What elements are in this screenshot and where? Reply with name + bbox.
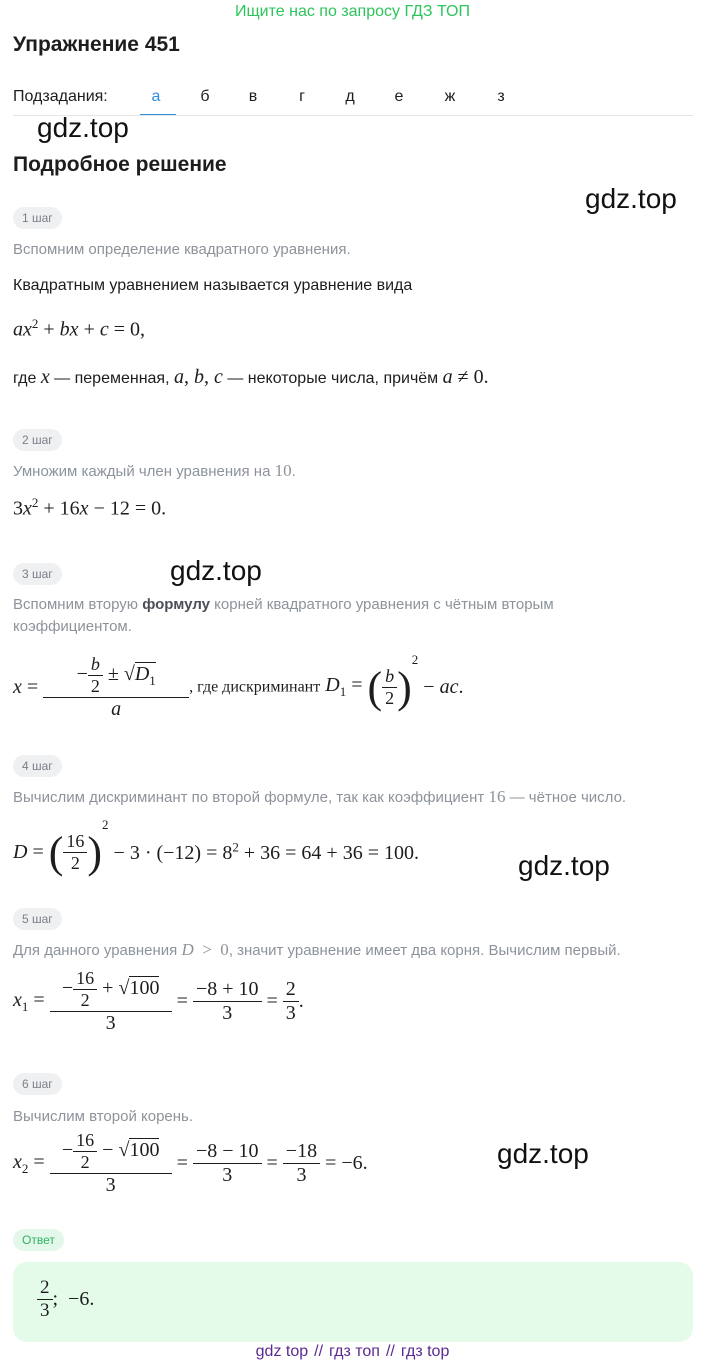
- step-6-hint: Вычислим второй корень.: [13, 1108, 194, 1125]
- step-3-hint: [13, 594, 693, 638]
- watermark: gdz.top: [518, 850, 610, 881]
- step-3-formula: x = − $\frac{b}{2}$ ± $√D_1$ a , где дискриминант $D_1$ = ( $\frac{b}{2}$ )$^2$ − ac.: [13, 652, 464, 720]
- step-3-hint-line2: коэффициентом.: [13, 618, 132, 635]
- section-title: Подробное решение: [13, 153, 227, 176]
- footer-separator: //: [314, 1343, 324, 1360]
- watermark: gdz.top: [37, 112, 129, 143]
- step-1-badge: 1 шаг: [13, 207, 62, 229]
- tab-v[interactable]: в: [248, 88, 258, 105]
- tab-z[interactable]: з: [497, 88, 505, 105]
- answer-badge: Ответ: [13, 1229, 64, 1251]
- footer-link-gdz-top-mixed[interactable]: гдз top: [400, 1343, 450, 1360]
- formula-link[interactable]: формулу: [142, 596, 210, 613]
- step-2-formula: $3x^2 + 16x - 12 = 0$.: [13, 495, 167, 520]
- search-banner[interactable]: Ищите нас по запросу ГДЗ ТОП: [235, 3, 470, 20]
- watermark: gdz.top: [497, 1138, 589, 1169]
- step-2-hint-text: Умножим каждый член уравнения на: [13, 463, 271, 480]
- step-2-badge: 2 шаг: [13, 429, 62, 451]
- step-6-formula: $x_2$ = − $\frac{16}{2}$ − √100 3 = $\frac{-8 - 10}{3}$ = $\frac{-18}{3}$ = −6.: [13, 1130, 368, 1196]
- footer-link-gdz-top-ru[interactable]: гдз топ: [329, 1343, 380, 1360]
- step-3-formula-mid: , где дискриминант: [189, 678, 321, 696]
- watermark: gdz.top: [585, 183, 677, 214]
- where-mid1: — переменная,: [54, 370, 170, 387]
- subtasks-label: Подзадания:: [13, 88, 108, 105]
- step-4-hint-text: Вычислим дискриминант по второй формуле, так как коэффициент: [13, 789, 485, 806]
- step-1-formula: $ax^2$ + bx + c = 0,: [13, 316, 146, 341]
- step-1-hint: Вспомним определение квадратного уравнения.: [13, 241, 351, 258]
- step-5-hint-post: , значит уравнение имеет два корня. Вычислим первый.: [228, 942, 621, 959]
- where-prefix: где: [13, 370, 37, 387]
- where-mid2: — некоторые числа, причём: [227, 370, 439, 387]
- answer-box: [13, 1262, 693, 1342]
- step-3-badge: 3 шаг: [13, 563, 62, 585]
- footer-link-gdz-top[interactable]: gdz top: [255, 1343, 309, 1360]
- step-4-hint-num: 16: [488, 787, 506, 806]
- step-3-hint-pre: Вспомним вторую: [13, 596, 139, 613]
- step-6-badge: 6 шаг: [13, 1073, 62, 1095]
- tab-d[interactable]: д: [345, 88, 355, 105]
- step-5-formula: $x_1$ = − $\frac{16}{2}$ + √100 3 = $\frac{-8 + 10}{3}$ = $\frac{2}{3}$ .: [13, 968, 304, 1034]
- page-title: Упражнение 451: [13, 33, 180, 56]
- tab-a[interactable]: а: [151, 88, 161, 105]
- tab-g[interactable]: г: [299, 88, 305, 105]
- step-4-formula: D = ( $\frac{16}{2}$ )$^2 - 3 \cdot (-12) = 8^2 + 36 = 64 + 36 = 100$.: [13, 817, 419, 877]
- step-5-hint-pre: Для данного уравнения: [13, 942, 178, 959]
- step-4-badge: 4 шаг: [13, 755, 62, 777]
- tab-zh[interactable]: ж: [444, 88, 456, 105]
- step-4-hint-post: — чётное число.: [509, 789, 627, 806]
- step-5-badge: 5 шаг: [13, 908, 62, 930]
- step-1-text: Квадратным уравнением называется уравнение вида: [13, 277, 413, 294]
- step-1-where: где x — переменная, a, b, c — некоторые числа, причём a ≠ 0.: [13, 366, 489, 388]
- footer-separator: //: [385, 1343, 395, 1360]
- step-2-hint: Умножим каждый член уравнения на 10.: [13, 461, 296, 480]
- answer-value: $\frac{2}{3}$ ; −6.: [37, 1277, 94, 1322]
- tab-e[interactable]: е: [394, 88, 404, 105]
- step-5-hint: Для данного уравнения D > 0, значит уравнение имеет два корня. Вычислим первый.: [13, 940, 621, 959]
- footer-links: [0, 1343, 705, 1361]
- tab-b[interactable]: б: [200, 88, 210, 105]
- step-3-hint-post: корней квадратного уравнения с чётным вторым: [214, 596, 554, 613]
- step-2-hint-num: 10: [274, 461, 292, 480]
- watermark: gdz.top: [170, 555, 262, 586]
- step-4-hint: [13, 786, 626, 809]
